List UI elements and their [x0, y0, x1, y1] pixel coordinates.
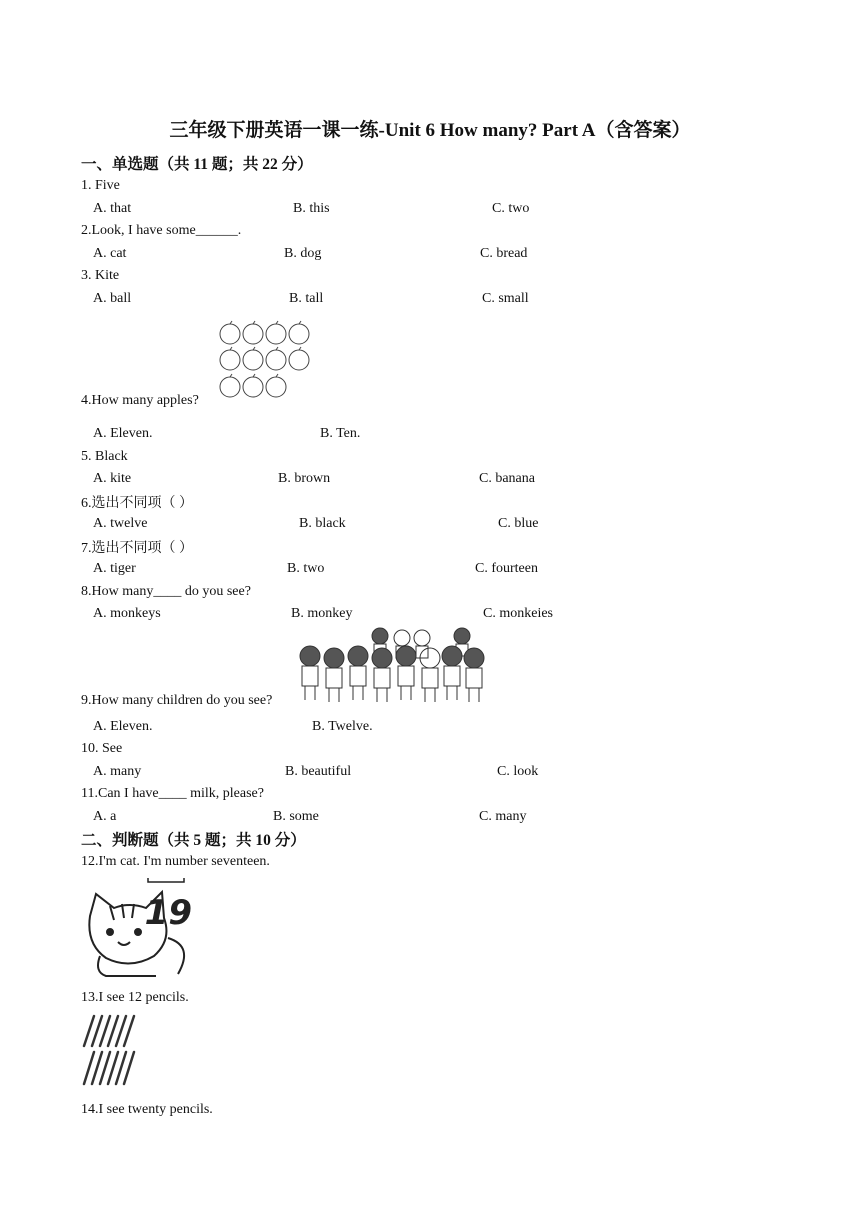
child-icon: [414, 630, 430, 658]
question-7-option-c[interactable]: C. fourteen: [475, 561, 538, 576]
cat-picture: [80, 876, 204, 978]
question-6-stem: 6.选出不同项（ ）: [81, 496, 193, 511]
child-icon: [420, 648, 440, 702]
question-11-stem: 11.Can I have____ milk, please?: [81, 786, 264, 801]
apple-icon: [266, 374, 286, 397]
apple-icon: [289, 321, 309, 344]
question-5-stem: 5. Black: [81, 449, 128, 464]
apple-icon: [220, 374, 240, 397]
child-icon: [442, 646, 462, 700]
question-9-option-b[interactable]: B. Twelve.: [312, 719, 373, 734]
question-8-option-b[interactable]: B. monkey: [291, 606, 353, 621]
page-title: 三年级下册英语一课一练-Unit 6 How many? Part A（含答案）: [169, 120, 691, 141]
child-icon: [372, 648, 392, 702]
question-3-option-c[interactable]: C. small: [482, 291, 529, 306]
question-14-stem: 14.I see twenty pencils.: [81, 1102, 213, 1117]
question-3-option-b[interactable]: B. tall: [289, 291, 324, 306]
question-1-option-b[interactable]: B. this: [293, 201, 330, 216]
apple-icon: [266, 347, 286, 370]
question-2-option-a[interactable]: A. cat: [93, 246, 127, 261]
question-5-option-b[interactable]: B. brown: [278, 471, 331, 486]
question-3-stem: 3. Kite: [81, 268, 120, 283]
children-picture: [294, 626, 486, 704]
question-12-stem: 12.I'm cat. I'm number seventeen.: [81, 854, 270, 869]
question-7-option-a[interactable]: A. tiger: [93, 561, 136, 576]
question-10-option-b[interactable]: B. beautiful: [285, 764, 352, 779]
apples-picture: [214, 320, 314, 402]
apple-icon: [289, 347, 309, 370]
child-icon: [348, 646, 368, 700]
child-icon: [324, 648, 344, 702]
question-9-stem: 9.How many children do you see?: [81, 693, 273, 708]
question-4-option-b[interactable]: B. Ten.: [320, 426, 361, 441]
section-heading-single-choice: 一、单选题（共 11 题；共 22 分）: [81, 156, 313, 173]
question-8-option-a[interactable]: A. monkeys: [93, 606, 161, 621]
question-1-option-a[interactable]: A. that: [93, 201, 132, 216]
question-9-option-a[interactable]: A. Eleven.: [93, 719, 153, 734]
question-8-stem: 8.How many____ do you see?: [81, 584, 251, 599]
question-4-stem: 4.How many apples?: [81, 393, 199, 408]
question-10-option-a[interactable]: A. many: [93, 764, 142, 779]
question-5-option-a[interactable]: A. kite: [93, 471, 132, 486]
child-icon: [396, 646, 416, 700]
question-6-option-b[interactable]: B. black: [299, 516, 346, 531]
question-7-stem: 7.选出不同项（ ）: [81, 541, 193, 556]
question-2-option-c[interactable]: C. bread: [480, 246, 528, 261]
question-1-stem: 1. Five: [81, 178, 120, 193]
question-6-option-a[interactable]: A. twelve: [93, 516, 148, 531]
question-5-option-c[interactable]: C. banana: [479, 471, 535, 486]
number-on-cat-picture: 19: [144, 893, 192, 933]
pencils-picture: [80, 1012, 144, 1088]
question-13-stem: 13.I see 12 pencils.: [81, 990, 189, 1005]
question-8-option-c[interactable]: C. monkeies: [483, 606, 553, 621]
question-2-option-b[interactable]: B. dog: [284, 246, 322, 261]
child-icon: [300, 646, 320, 700]
section-heading-true-false: 二、判断题（共 5 题；共 10 分）: [81, 832, 306, 849]
apple-icon: [243, 347, 263, 370]
question-11-option-b[interactable]: B. some: [273, 809, 319, 824]
apple-icon: [266, 321, 286, 344]
apple-icon: [243, 321, 263, 344]
question-6-option-c[interactable]: C. blue: [498, 516, 539, 531]
question-1-option-c[interactable]: C. two: [492, 201, 530, 216]
child-icon: [464, 648, 484, 702]
apple-icon: [243, 374, 263, 397]
question-10-stem: 10. See: [81, 741, 123, 756]
question-10-option-c[interactable]: C. look: [497, 764, 539, 779]
question-11-option-c[interactable]: C. many: [479, 809, 527, 824]
question-11-option-a[interactable]: A. a: [93, 809, 117, 824]
question-7-option-b[interactable]: B. two: [287, 561, 325, 576]
question-4-option-a[interactable]: A. Eleven.: [93, 426, 153, 441]
question-3-option-a[interactable]: A. ball: [93, 291, 132, 306]
question-2-stem: 2.Look, I have some______.: [81, 223, 242, 238]
apple-icon: [220, 321, 240, 344]
apple-icon: [220, 347, 240, 370]
